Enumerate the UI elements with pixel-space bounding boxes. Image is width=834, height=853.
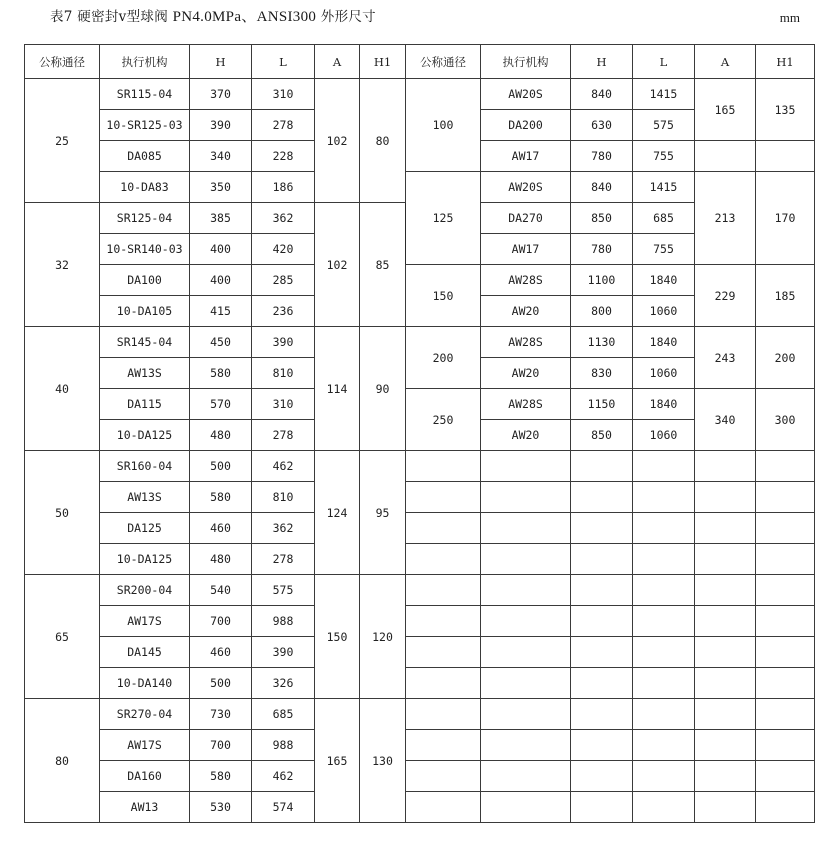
table-row <box>25 482 815 513</box>
l-cell: 1060 <box>633 420 695 451</box>
l-cell: 420 <box>252 234 315 265</box>
nominal-diameter-cell: 40 <box>25 327 100 451</box>
h-cell: 830 <box>571 358 633 389</box>
h-cell: 450 <box>190 327 252 358</box>
nominal-diameter-cell: 50 <box>25 451 100 575</box>
l-cell: 390 <box>252 637 315 668</box>
l-cell: 755 <box>633 141 695 172</box>
actuator-cell: 10-SR140-03 <box>100 234 190 265</box>
actuator-cell: AW20 <box>481 420 571 451</box>
empty-cell <box>481 513 571 544</box>
a-cell: 150 <box>315 575 360 699</box>
nominal-diameter-cell: 200 <box>406 327 481 389</box>
empty-cell <box>695 141 756 172</box>
h1-cell: 300 <box>756 389 815 451</box>
l-cell: 575 <box>252 575 315 606</box>
h-cell: 500 <box>190 668 252 699</box>
l-cell: 362 <box>252 513 315 544</box>
h-cell: 780 <box>571 234 633 265</box>
l-cell: 685 <box>252 699 315 730</box>
a-cell: 340 <box>695 389 756 451</box>
actuator-cell: 10-DA125 <box>100 420 190 451</box>
header-row <box>25 45 815 79</box>
empty-cell <box>406 792 481 823</box>
l-cell: 1840 <box>633 327 695 358</box>
nominal-diameter-cell: 65 <box>25 575 100 699</box>
empty-cell <box>571 606 633 637</box>
actuator-cell: 10-DA83 <box>100 172 190 203</box>
l-cell: 236 <box>252 296 315 327</box>
a-cell: 114 <box>315 327 360 451</box>
empty-cell <box>633 606 695 637</box>
empty-cell <box>633 792 695 823</box>
h-cell: 730 <box>190 699 252 730</box>
actuator-cell: AW20 <box>481 358 571 389</box>
empty-cell <box>571 513 633 544</box>
empty-cell <box>481 699 571 730</box>
actuator-cell: DA125 <box>100 513 190 544</box>
empty-cell <box>481 668 571 699</box>
h-cell: 1130 <box>571 327 633 358</box>
a-cell: 165 <box>315 699 360 823</box>
nominal-diameter-cell: 150 <box>406 265 481 327</box>
l-cell: 362 <box>252 203 315 234</box>
h-cell: 780 <box>571 141 633 172</box>
h-cell: 1150 <box>571 389 633 420</box>
l-cell: 685 <box>633 203 695 234</box>
title-spec: PN4.0MPa、ANSI300 <box>172 9 317 25</box>
h-cell: 580 <box>190 358 252 389</box>
empty-cell <box>695 451 756 482</box>
header-cell: 执行机构 <box>100 45 190 79</box>
table-title <box>50 5 376 26</box>
actuator-cell: SR125-04 <box>100 203 190 234</box>
h-cell: 630 <box>571 110 633 141</box>
h1-cell: 135 <box>756 79 815 141</box>
l-cell: 186 <box>252 172 315 203</box>
l-cell: 1840 <box>633 265 695 296</box>
empty-cell <box>633 637 695 668</box>
nominal-diameter-cell: 32 <box>25 203 100 327</box>
empty-cell <box>633 451 695 482</box>
empty-cell <box>695 513 756 544</box>
table-row <box>25 451 815 482</box>
empty-cell <box>695 606 756 637</box>
l-cell: 462 <box>252 451 315 482</box>
actuator-cell: DA085 <box>100 141 190 172</box>
l-cell: 988 <box>252 730 315 761</box>
a-cell: 102 <box>315 203 360 327</box>
empty-cell <box>756 544 815 575</box>
empty-cell <box>406 761 481 792</box>
table-row <box>25 513 815 544</box>
h-cell: 460 <box>190 513 252 544</box>
empty-cell <box>756 606 815 637</box>
h-cell: 340 <box>190 141 252 172</box>
empty-cell <box>633 761 695 792</box>
empty-cell <box>756 668 815 699</box>
empty-cell <box>633 668 695 699</box>
empty-cell <box>406 637 481 668</box>
empty-cell <box>571 792 633 823</box>
a-cell: 102 <box>315 79 360 203</box>
empty-cell <box>633 575 695 606</box>
h-cell: 570 <box>190 389 252 420</box>
h-cell: 415 <box>190 296 252 327</box>
empty-cell <box>756 575 815 606</box>
table-row <box>25 668 815 699</box>
header-cell: H1 <box>360 45 406 79</box>
l-cell: 278 <box>252 544 315 575</box>
l-cell: 278 <box>252 110 315 141</box>
header-cell: 执行机构 <box>481 45 571 79</box>
empty-cell <box>481 730 571 761</box>
actuator-cell: AW13 <box>100 792 190 823</box>
actuator-cell: SR270-04 <box>100 699 190 730</box>
h-cell: 480 <box>190 544 252 575</box>
nominal-diameter-cell: 125 <box>406 172 481 265</box>
table-row <box>25 730 815 761</box>
l-cell: 755 <box>633 234 695 265</box>
empty-cell <box>756 730 815 761</box>
h-cell: 400 <box>190 234 252 265</box>
header-cell: 公称通径 <box>406 45 481 79</box>
empty-cell <box>571 761 633 792</box>
table-row <box>25 699 815 730</box>
h-cell: 700 <box>190 606 252 637</box>
empty-cell <box>695 699 756 730</box>
l-cell: 310 <box>252 389 315 420</box>
h-cell: 700 <box>190 730 252 761</box>
h-cell: 500 <box>190 451 252 482</box>
empty-cell <box>481 482 571 513</box>
header-cell: H1 <box>756 45 815 79</box>
h-cell: 530 <box>190 792 252 823</box>
l-cell: 390 <box>252 327 315 358</box>
h-cell: 850 <box>571 203 633 234</box>
actuator-cell: AW17 <box>481 234 571 265</box>
h1-cell: 90 <box>360 327 406 451</box>
actuator-cell: AW20S <box>481 172 571 203</box>
empty-cell <box>406 544 481 575</box>
title-suffix: 外形尺寸 <box>316 9 376 25</box>
empty-cell <box>406 606 481 637</box>
h-cell: 540 <box>190 575 252 606</box>
l-cell: 575 <box>633 110 695 141</box>
header-cell: L <box>633 45 695 79</box>
l-cell: 310 <box>252 79 315 110</box>
h-cell: 480 <box>190 420 252 451</box>
h-cell: 460 <box>190 637 252 668</box>
empty-cell <box>695 637 756 668</box>
actuator-cell: DA160 <box>100 761 190 792</box>
empty-cell <box>571 730 633 761</box>
l-cell: 1415 <box>633 172 695 203</box>
empty-cell <box>695 575 756 606</box>
table-row <box>25 327 815 358</box>
table-row <box>25 79 815 110</box>
empty-cell <box>406 730 481 761</box>
h-cell: 390 <box>190 110 252 141</box>
a-cell: 243 <box>695 327 756 389</box>
empty-cell <box>756 792 815 823</box>
empty-cell <box>633 544 695 575</box>
l-cell: 1840 <box>633 389 695 420</box>
empty-cell <box>406 575 481 606</box>
l-cell: 326 <box>252 668 315 699</box>
table-row <box>25 606 815 637</box>
empty-cell <box>756 451 815 482</box>
l-cell: 1060 <box>633 296 695 327</box>
empty-cell <box>756 637 815 668</box>
a-cell: 229 <box>695 265 756 327</box>
actuator-cell: 10-DA140 <box>100 668 190 699</box>
h-cell: 840 <box>571 172 633 203</box>
empty-cell <box>406 513 481 544</box>
header-cell: 公称通径 <box>25 45 100 79</box>
empty-cell <box>756 513 815 544</box>
h-cell: 400 <box>190 265 252 296</box>
actuator-cell: SR115-04 <box>100 79 190 110</box>
actuator-cell: AW13S <box>100 358 190 389</box>
empty-cell <box>481 451 571 482</box>
actuator-cell: DA115 <box>100 389 190 420</box>
empty-cell <box>633 482 695 513</box>
table-row <box>25 761 815 792</box>
empty-cell <box>571 544 633 575</box>
h1-cell: 80 <box>360 79 406 203</box>
nominal-diameter-cell: 80 <box>25 699 100 823</box>
actuator-cell: SR145-04 <box>100 327 190 358</box>
l-cell: 810 <box>252 358 315 389</box>
actuator-cell: AW28S <box>481 327 571 358</box>
h1-cell: 130 <box>360 699 406 823</box>
empty-cell <box>633 730 695 761</box>
table-row <box>25 575 815 606</box>
a-cell: 165 <box>695 79 756 141</box>
header-cell: A <box>695 45 756 79</box>
actuator-cell: 10-DA105 <box>100 296 190 327</box>
empty-cell <box>633 513 695 544</box>
l-cell: 278 <box>252 420 315 451</box>
l-cell: 228 <box>252 141 315 172</box>
header-cell: L <box>252 45 315 79</box>
h-cell: 350 <box>190 172 252 203</box>
l-cell: 1060 <box>633 358 695 389</box>
empty-cell <box>571 482 633 513</box>
table-body <box>25 79 815 823</box>
h-cell: 850 <box>571 420 633 451</box>
empty-cell <box>406 451 481 482</box>
table-row <box>25 172 815 203</box>
actuator-cell: AW28S <box>481 389 571 420</box>
empty-cell <box>481 792 571 823</box>
actuator-cell: AW17 <box>481 141 571 172</box>
empty-cell <box>695 792 756 823</box>
unit-label: mm <box>779 10 800 25</box>
l-cell: 988 <box>252 606 315 637</box>
empty-cell <box>695 544 756 575</box>
empty-cell <box>695 761 756 792</box>
l-cell: 574 <box>252 792 315 823</box>
empty-cell <box>406 482 481 513</box>
header-cell: H <box>571 45 633 79</box>
h-cell: 800 <box>571 296 633 327</box>
empty-cell <box>481 761 571 792</box>
a-cell: 213 <box>695 172 756 265</box>
actuator-cell: DA100 <box>100 265 190 296</box>
table-row <box>25 389 815 420</box>
empty-cell <box>695 668 756 699</box>
header-cell: H <box>190 45 252 79</box>
h-cell: 580 <box>190 761 252 792</box>
empty-cell <box>571 637 633 668</box>
empty-cell <box>571 451 633 482</box>
h1-cell: 200 <box>756 327 815 389</box>
nominal-diameter-cell: 250 <box>406 389 481 451</box>
empty-cell <box>756 141 815 172</box>
actuator-cell: SR160-04 <box>100 451 190 482</box>
nominal-diameter-cell: 25 <box>25 79 100 203</box>
empty-cell <box>633 699 695 730</box>
actuator-cell: AW20 <box>481 296 571 327</box>
h-cell: 1100 <box>571 265 633 296</box>
h-cell: 370 <box>190 79 252 110</box>
h1-cell: 95 <box>360 451 406 575</box>
actuator-cell: AW13S <box>100 482 190 513</box>
empty-cell <box>406 699 481 730</box>
a-cell: 124 <box>315 451 360 575</box>
l-cell: 462 <box>252 761 315 792</box>
empty-cell <box>756 761 815 792</box>
actuator-cell: AW28S <box>481 265 571 296</box>
h-cell: 385 <box>190 203 252 234</box>
actuator-cell: AW17S <box>100 606 190 637</box>
empty-cell <box>695 482 756 513</box>
title-prefix: 表7 硬密封v型球阀 <box>50 9 173 25</box>
empty-cell <box>571 699 633 730</box>
empty-cell <box>571 575 633 606</box>
actuator-cell: 10-SR125-03 <box>100 110 190 141</box>
dimension-table <box>24 44 815 823</box>
empty-cell <box>481 637 571 668</box>
actuator-cell: DA200 <box>481 110 571 141</box>
nominal-diameter-cell: 100 <box>406 79 481 172</box>
empty-cell <box>406 668 481 699</box>
table-row <box>25 544 815 575</box>
h-cell: 840 <box>571 79 633 110</box>
empty-cell <box>756 699 815 730</box>
l-cell: 810 <box>252 482 315 513</box>
l-cell: 285 <box>252 265 315 296</box>
table-row <box>25 637 815 668</box>
actuator-cell: AW20S <box>481 79 571 110</box>
table-row <box>25 265 815 296</box>
table-row <box>25 792 815 823</box>
actuator-cell: DA270 <box>481 203 571 234</box>
h1-cell: 85 <box>360 203 406 327</box>
h1-cell: 170 <box>756 172 815 265</box>
empty-cell <box>571 668 633 699</box>
empty-cell <box>481 575 571 606</box>
empty-cell <box>756 482 815 513</box>
actuator-cell: DA145 <box>100 637 190 668</box>
header-cell: A <box>315 45 360 79</box>
h-cell: 580 <box>190 482 252 513</box>
actuator-cell: 10-DA125 <box>100 544 190 575</box>
h1-cell: 120 <box>360 575 406 699</box>
empty-cell <box>481 606 571 637</box>
empty-cell <box>695 730 756 761</box>
empty-cell <box>481 544 571 575</box>
l-cell: 1415 <box>633 79 695 110</box>
actuator-cell: SR200-04 <box>100 575 190 606</box>
h1-cell: 185 <box>756 265 815 327</box>
actuator-cell: AW17S <box>100 730 190 761</box>
